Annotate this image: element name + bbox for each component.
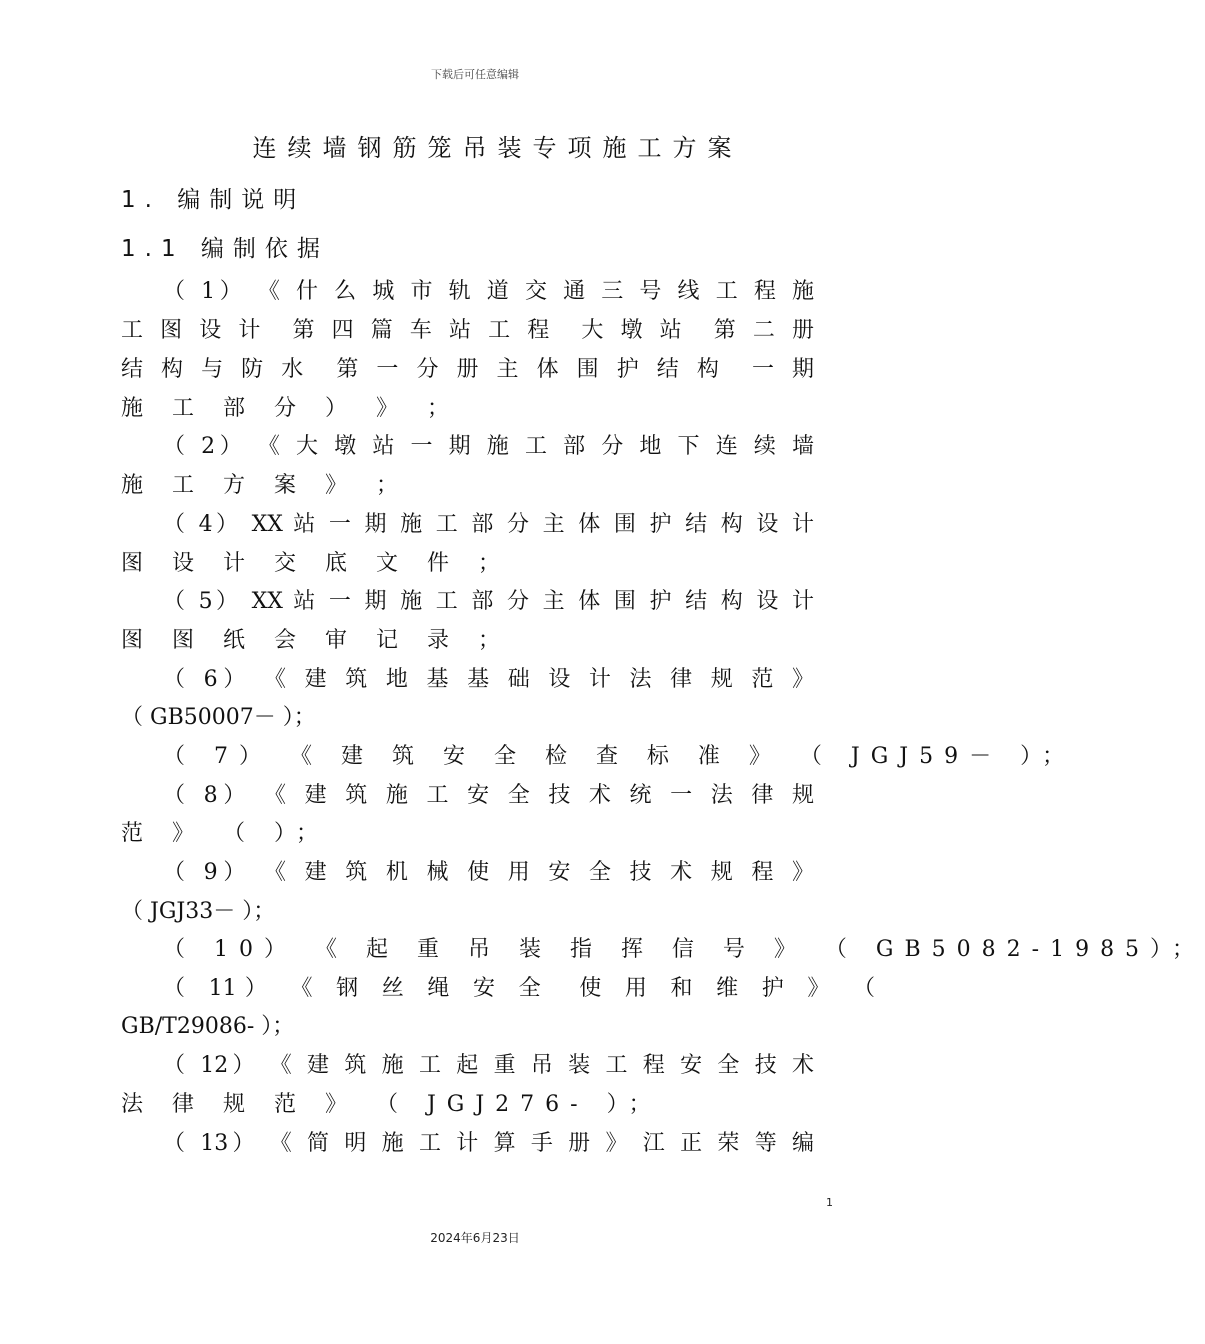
section-heading-1: 1. 编制说明	[121, 187, 306, 213]
body-line-12: （ GB50007－ ）；	[121, 705, 316, 730]
body-line-9: （ 5） XX 站 一 期 施 工 部 分 主 体 围 护 结 构 设 计	[163, 589, 814, 614]
body-line-14: （ 8） 《 建 筑 施 工 安 全 技 术 统 一 法 律 规	[163, 783, 814, 808]
body-line-2: 工 图 设 计 第 四 篇 车 站 工 程 大 墩 站 第 二 册	[121, 318, 814, 343]
body-line-10: 图 图 纸 会 审 记 录 ；	[121, 628, 511, 653]
page-number: 1	[826, 1196, 833, 1209]
body-line-15: 范 》 （ ）；	[121, 821, 329, 846]
body-line-18: （ 10） 《 起 重 吊 装 指 挥 信 号 》 （ GB5082-1985）；	[163, 937, 1205, 962]
body-line-21: （ 12） 《 建 筑 施 工 起 重 吊 装 工 程 安 全 技 术	[163, 1053, 814, 1078]
body-line-3: 结 构 与 防 水 第 一 分 册 主 体 围 护 结 构 一 期	[121, 357, 814, 382]
body-line-17: （ JGJ33－ ）；	[121, 899, 276, 924]
body-line-23: （ 13） 《 简 明 施 工 计 算 手 册 》 江 正 荣 等 编	[163, 1131, 814, 1156]
body-line-7: （ 4） XX 站 一 期 施 工 部 分 主 体 围 护 结 构 设 计	[163, 512, 814, 537]
body-line-5: （ 2） 《 大 墩 站 一 期 施 工 部 分 地 下 连 续 墙	[163, 434, 814, 459]
body-line-11: （ 6） 《 建 筑 地 基 基 础 设 计 法 律 规 范 》	[163, 667, 814, 692]
body-line-16: （ 9） 《 建 筑 机 械 使 用 安 全 技 术 规 程 》	[163, 860, 814, 885]
page-header-note: 下载后可任意编辑	[431, 68, 519, 81]
document-title: 连续墙钢筋笼吊装专项施工方案	[252, 134, 743, 162]
body-line-8: 图 设 计 交 底 文 件 ；	[121, 551, 511, 576]
body-line-20: GB/T29086- ）；	[121, 1014, 295, 1039]
section-heading-1-1: 1.1 编制依据	[121, 236, 329, 262]
body-line-1: （ 1） 《 什 么 城 市 轨 道 交 通 三 号 线 工 程 施	[163, 279, 814, 304]
body-line-4: 施 工 部 分 ） 》 ；	[121, 396, 460, 421]
footer-date: 2024年6月23日	[430, 1231, 520, 1245]
body-line-19: （ 11） 《 钢 丝 绳 安 全 使 用 和 维 护 》 （	[163, 976, 875, 1001]
body-line-22: 法 律 规 范 》 （ JGJ276- ）；	[121, 1092, 662, 1117]
body-line-13: （ 7） 《 建 筑 安 全 检 查 标 准 》 （ JGJ59－ ）；	[163, 744, 1076, 769]
body-line-6: 施 工 方 案 》 ；	[121, 473, 409, 498]
